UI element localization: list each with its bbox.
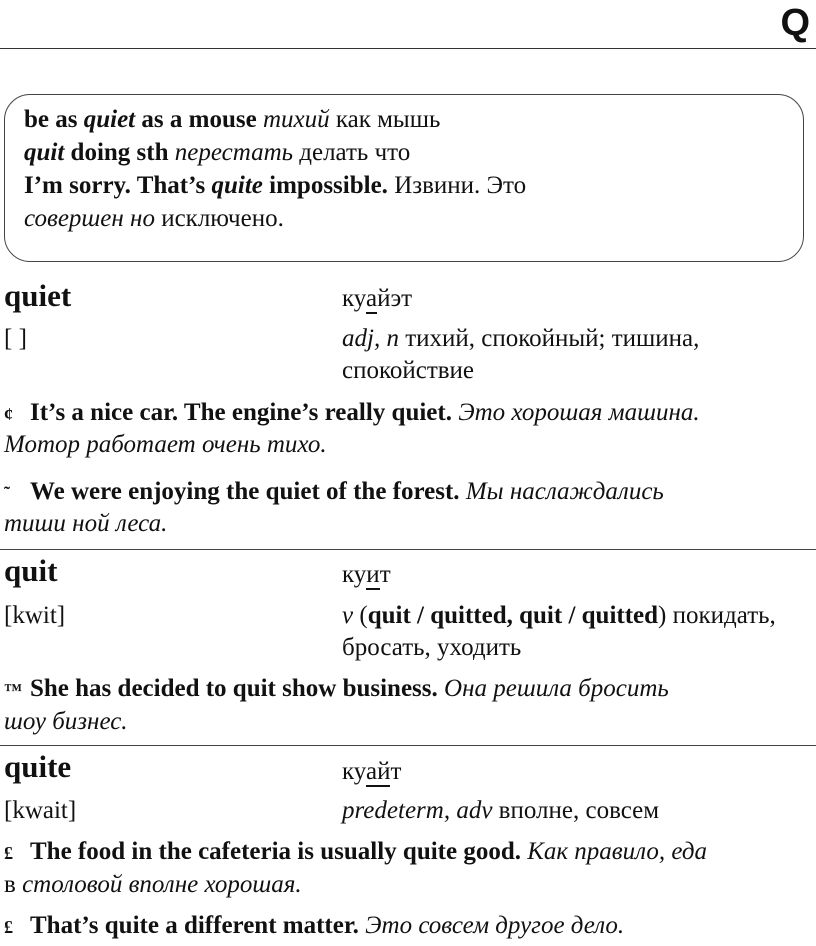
phrase-line-2: quit doing sth перестать делать что	[24, 139, 411, 166]
separator-2	[0, 745, 816, 746]
phrase-line-4: совершен но исключено.	[24, 205, 284, 232]
phrase-line-1: be as quiet as a mouse тихий как мышь	[24, 106, 441, 133]
transcription-quiet: куайэт	[342, 285, 413, 312]
separator-1	[0, 549, 816, 550]
definition-quiet-cont: спокойствие	[342, 357, 475, 384]
transcription-quite: куайт	[342, 758, 402, 785]
example-quiet-1-cont: Мотор работает очень тихо.	[4, 431, 327, 458]
example-quite-1: £ The food in the cafeteria is usually quite good. Как правило, еда	[4, 838, 707, 865]
example-quiet-1: ¢ It’s a nice car. The engine’s really quiet. Это хорошая машина.	[4, 399, 700, 426]
headword-quiet: quiet	[4, 278, 72, 313]
example-quiet-2-cont: тиши ной леса.	[4, 510, 168, 537]
example-quiet-2: ˜ We were enjoying the quiet of the forest. Мы наслаждались	[4, 478, 664, 505]
example-quite-2: £ That’s quite a different matter. Это совсем другое дело.	[4, 912, 625, 939]
phrase-line-3: I’m sorry. That’s quite impossible. Извини. Это	[24, 172, 527, 199]
definition-quit-cont: бросать, уходить	[342, 634, 522, 661]
example-quite-1-cont: в столовой вполне хорошая.	[4, 871, 302, 898]
definition-quite: predeterm, adv вполне, совсем	[342, 797, 660, 824]
ipa-quite: [kwait]	[4, 797, 77, 824]
definition-quit: v (quit / quitted, quit / quitted) покидать,	[342, 602, 776, 629]
example-quit-1-cont: шоу бизнес.	[4, 708, 128, 735]
page-letter: Q	[780, 2, 810, 44]
headword-quite: quite	[4, 749, 72, 784]
headword-quit: quit	[4, 553, 58, 588]
transcription-quit: куит	[342, 561, 391, 588]
definition-quiet: adj, n тихий, спокойный; тишина,	[342, 325, 700, 352]
top-rule	[0, 48, 816, 49]
ipa-quiet: [ ]	[4, 325, 27, 352]
example-quit-1: ™ She has decided to quit show business. Она решила бросить	[4, 675, 669, 702]
ipa-quit: [kwit]	[4, 602, 66, 629]
